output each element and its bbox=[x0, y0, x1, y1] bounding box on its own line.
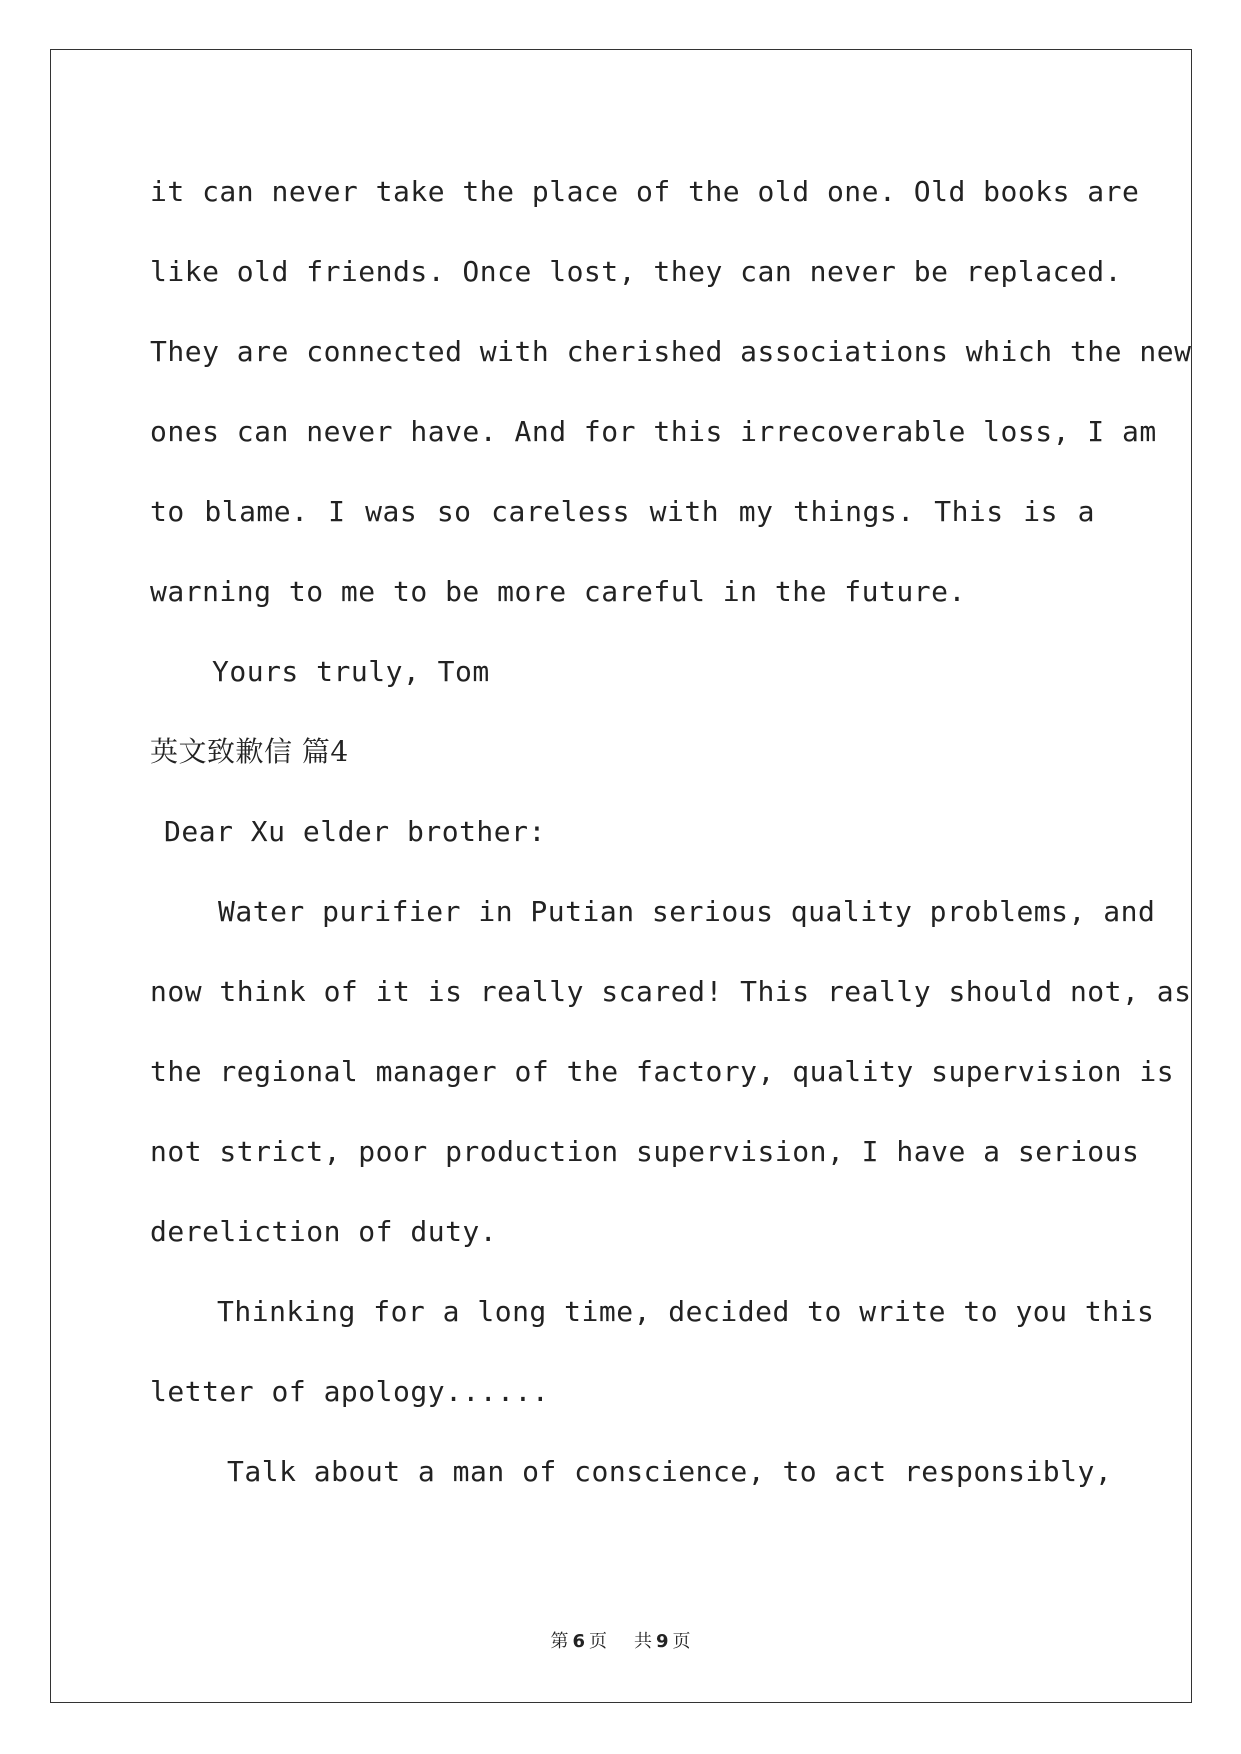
total-page-count: 9 bbox=[655, 1631, 669, 1652]
paragraph-line: like old friends. Once lost, they can never be replaced. bbox=[150, 255, 1123, 288]
paragraph-line: They are connected with cherished associations which the new bbox=[150, 335, 1192, 368]
section-heading: 英文致歉信 篇4 bbox=[150, 735, 349, 768]
paragraph-line: warning to me to be more careful in the future. bbox=[150, 575, 966, 608]
closing-signature: Yours truly, Tom bbox=[212, 655, 490, 688]
paragraph-line: letter of apology...... bbox=[150, 1375, 550, 1408]
paragraph-line: to blame. I was so careless with my things. This is a bbox=[150, 495, 1095, 528]
paragraph-line: ones can never have. And for this irrecoverable loss, I am bbox=[150, 415, 1157, 448]
current-page-number: 6 bbox=[572, 1631, 586, 1652]
footer-total-prefix: 共 bbox=[633, 1631, 652, 1652]
footer-total-suffix: 页 bbox=[672, 1631, 691, 1652]
salutation: Dear Xu elder brother: bbox=[164, 815, 546, 848]
paragraph-line: Thinking for a long time, decided to write to you this bbox=[217, 1295, 1155, 1328]
page-footer bbox=[0, 1627, 1241, 1653]
paragraph-line: not strict, poor production supervision, I have a serious bbox=[150, 1135, 1140, 1168]
paragraph-line: now think of it is really scared! This really should not, as bbox=[150, 975, 1192, 1008]
footer-page-suffix: 页 bbox=[589, 1631, 608, 1652]
paragraph-line: Talk about a man of conscience, to act responsibly, bbox=[227, 1455, 1113, 1488]
paragraph-line: it can never take the place of the old one. Old books are bbox=[150, 175, 1140, 208]
paragraph-line: Water purifier in Putian serious quality problems, and bbox=[218, 895, 1156, 928]
paragraph-line: the regional manager of the factory, quality supervision is bbox=[150, 1055, 1175, 1088]
footer-prefix: 第 bbox=[550, 1631, 569, 1652]
paragraph-line: dereliction of duty. bbox=[150, 1215, 498, 1248]
